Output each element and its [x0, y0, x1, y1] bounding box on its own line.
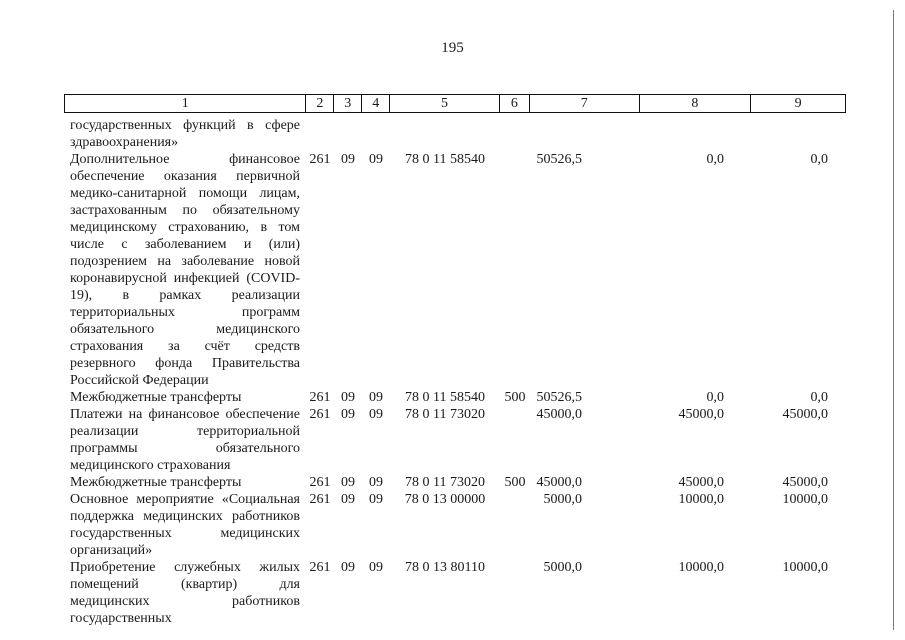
cell-col6: 500 — [504, 475, 526, 490]
table-header — [64, 94, 846, 113]
col-header-6: 6 — [500, 95, 530, 112]
cell-col5: 78 0 11 58540 — [405, 152, 485, 167]
cell-col3: 09 — [341, 475, 355, 490]
col-header-3: 3 — [334, 95, 362, 112]
row-name: Платежи на финансовое обеспечение реализации территориальной программы обязательного медицинского страхования — [70, 407, 300, 473]
cell-col7: 50526,5 — [536, 152, 582, 167]
cell-col3: 09 — [341, 152, 355, 167]
cell-col5: 78 0 11 73020 — [405, 407, 485, 422]
table-row — [64, 406, 846, 474]
row-name: государственных функций в сфере здравоохранения» — [70, 118, 300, 150]
row-name: Межбюджетные трансферты — [70, 475, 242, 490]
cell-col7: 50526,5 — [536, 390, 582, 405]
cell-col8: 0,0 — [706, 152, 724, 167]
cell-col6 — [500, 559, 530, 627]
table-body — [64, 117, 846, 627]
cell-col7 — [530, 117, 640, 151]
cell-col9 — [752, 117, 846, 151]
cell-col7: 45000,0 — [536, 407, 582, 422]
cell-col6 — [500, 117, 530, 151]
table-row — [64, 117, 846, 151]
table-row — [64, 151, 846, 389]
cell-col2: 261 — [309, 152, 331, 167]
cell-col4: 09 — [369, 492, 383, 507]
row-name: Дополнительное финансовое обеспечение оказания первичной медико-санитарной помощи лицам, застрахованным по обязательному медицинскому страхованию, в том числе с заболеванием и (или) подозрением на заболевание новой коронавирусной инфекцией (COVID-19), в рамках реализации территориальных программ обязательного медицинского страхования за счёт средств резервного фонда Правительства Российской Федерации — [70, 152, 300, 388]
table-row — [64, 389, 846, 406]
table-row — [64, 559, 846, 627]
cell-col5: 78 0 13 00000 — [404, 492, 486, 507]
cell-col7: 45000,0 — [536, 475, 582, 490]
cell-col7: 5000,0 — [543, 492, 582, 507]
col-header-1: 1 — [65, 95, 306, 112]
page-edge-line — [893, 10, 894, 630]
cell-col9: 45000,0 — [782, 475, 828, 490]
table-row — [64, 474, 846, 491]
cell-col2 — [306, 117, 334, 151]
table-row — [64, 491, 846, 559]
cell-col5: 78 0 13 80110 — [405, 560, 485, 575]
row-name: Основное мероприятие «Социальная поддержка медицинских работников государственных медицинских организаций» — [70, 492, 300, 558]
cell-col8 — [640, 117, 752, 151]
cell-col3 — [334, 117, 362, 151]
cell-col5 — [390, 117, 500, 151]
cell-col5: 78 0 11 73020 — [405, 475, 485, 490]
cell-col8: 10000,0 — [678, 492, 724, 507]
cell-col8: 45000,0 — [678, 475, 724, 490]
col-header-5: 5 — [390, 95, 500, 112]
cell-col2: 261 — [309, 407, 331, 422]
cell-col2: 261 — [309, 492, 331, 507]
cell-col6 — [500, 491, 530, 559]
cell-col2: 261 — [309, 475, 331, 490]
page-number: 195 — [441, 40, 464, 56]
cell-col8: 45000,0 — [678, 407, 724, 422]
cell-col6 — [500, 151, 530, 389]
cell-col4: 09 — [369, 560, 383, 575]
cell-col6: 500 — [504, 390, 526, 405]
cell-col9: 0,0 — [810, 390, 828, 405]
cell-col3: 09 — [341, 560, 355, 575]
cell-col8: 10000,0 — [678, 560, 724, 575]
col-header-4: 4 — [362, 95, 390, 112]
cell-col7: 5000,0 — [543, 560, 582, 575]
row-name: Межбюджетные трансферты — [70, 390, 242, 405]
col-header-9: 9 — [794, 96, 802, 111]
cell-col4: 09 — [369, 152, 383, 167]
cell-col4: 09 — [369, 407, 383, 422]
cell-col3: 09 — [341, 492, 355, 507]
col-header-7: 7 — [530, 95, 640, 112]
row-name: Приобретение служебных жилых помещений (квартир) для медицинских работников государственных — [70, 560, 300, 626]
cell-col9: 45000,0 — [782, 407, 828, 422]
cell-col8: 0,0 — [706, 390, 724, 405]
cell-col9: 0,0 — [810, 152, 828, 167]
cell-col3: 09 — [341, 407, 355, 422]
cell-col4: 09 — [369, 390, 383, 405]
cell-col6 — [500, 406, 530, 474]
cell-col2: 261 — [309, 390, 331, 405]
col-header-2: 2 — [306, 95, 334, 112]
cell-col4: 09 — [369, 475, 383, 490]
cell-col9: 10000,0 — [782, 560, 828, 575]
cell-col5: 78 0 11 58540 — [405, 390, 485, 405]
cell-col9: 10000,0 — [782, 492, 828, 507]
cell-col4 — [362, 117, 390, 151]
cell-col3: 09 — [341, 390, 355, 405]
col-header-8: 8 — [640, 95, 752, 112]
cell-col2: 261 — [309, 560, 331, 575]
